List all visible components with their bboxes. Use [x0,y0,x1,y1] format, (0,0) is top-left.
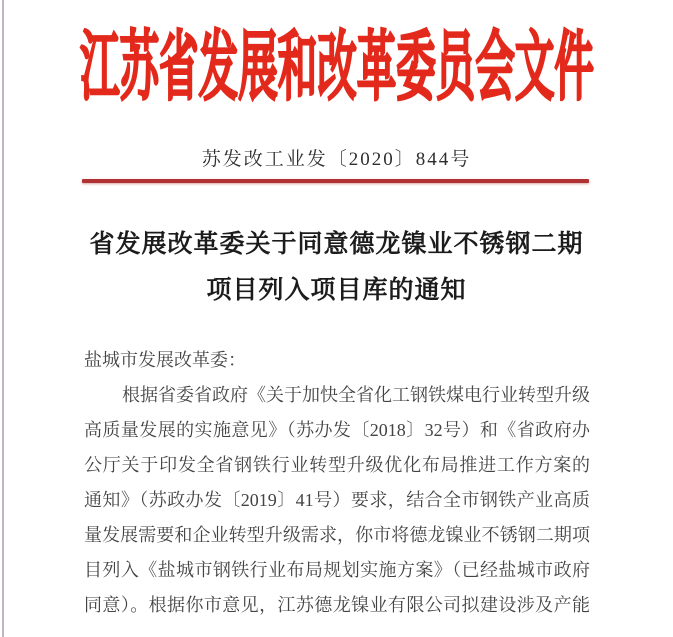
body-line: 公厅关于印发全省钢铁行业转型升级优化布局推进工作方案的 [84,455,590,475]
letterhead-banner [0,20,673,116]
body-line: 量发展需要和企业转型升级需求，你市将德龙镍业不锈钢二期项 [84,525,590,545]
body-line: 目列入《盐城市钢铁行业布局规划实施方案》（已经盐城市政府 [84,560,590,580]
body-line: 高质量发展的实施意见》（苏办发〔2018〕32号）和《省政府办 [84,420,590,440]
document-body [84,343,590,623]
body-line: 通知》（苏政办发〔2019〕41号）要求，结合全市钢铁产业高质 [84,490,590,510]
body-line: 根据省委省政府《关于加快全省化工钢铁煤电行业转型升级 [122,385,590,405]
red-separator-line [82,179,589,183]
document-title [0,222,673,314]
body-line: 同意）。根据你市意见，江苏德龙镍业有限公司拟建设涉及产能 [84,595,590,615]
document-number: 苏发改工业发〔2020〕844号 [201,149,472,170]
letterhead-title: 江苏省发展和改革委员会文件 [79,26,594,110]
document-title-line1: 省发展改革委关于同意德龙镍业不锈钢二期 [89,231,584,258]
salutation: 盐城市发展改革委： [84,350,246,370]
document-title-line2: 项目列入项目库的通知 [206,277,467,304]
